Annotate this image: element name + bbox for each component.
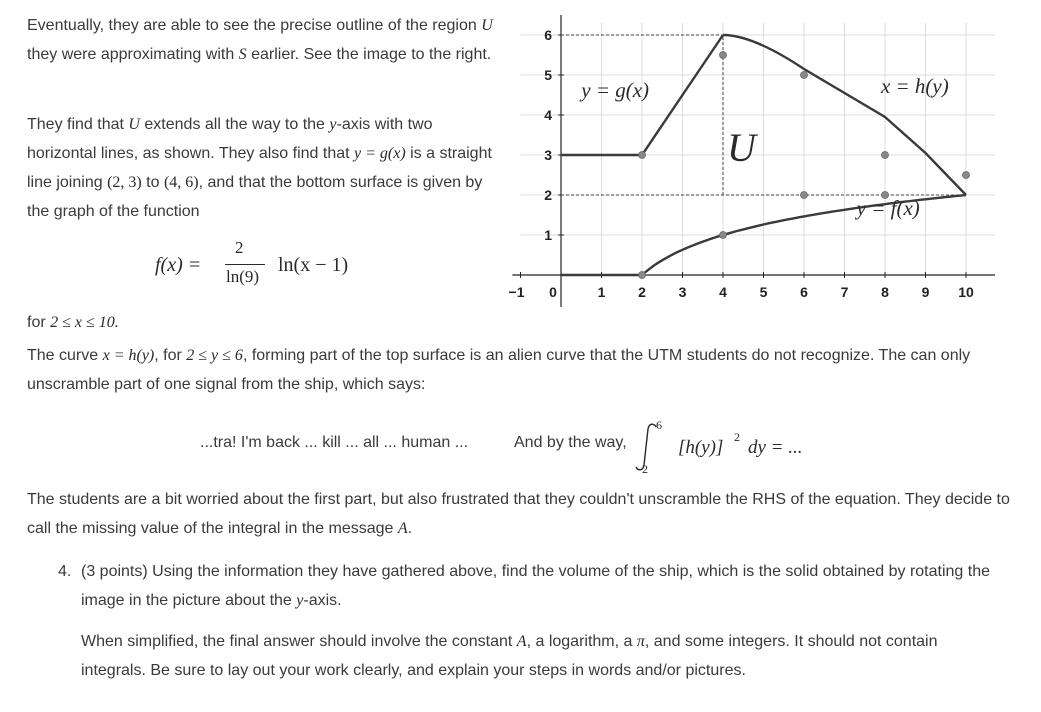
fraction-bar	[225, 264, 265, 265]
region-figure	[505, 12, 995, 307]
x-tick-label: 6	[800, 284, 808, 300]
answer-text-3: , and some integers. It should not contain integrals. Be sure to lay out your work clearly, and explain your steps in words and/or pictures.	[81, 633, 938, 679]
domain-statement	[27, 308, 119, 337]
marked-point	[882, 152, 889, 159]
label-h: x = h(y)	[880, 74, 949, 98]
intro-paragraph	[27, 11, 497, 69]
problem-body	[81, 557, 1001, 615]
problem-number: 4.	[58, 563, 72, 580]
label-f: y = f(x)	[856, 196, 920, 220]
eq-y-g: y = g(x)	[354, 145, 406, 162]
integral-lower-limit: 2	[642, 462, 648, 476]
x-tick-label: 7	[840, 284, 849, 300]
integrand: [h(y)]	[678, 437, 724, 458]
intro-text-3: earlier. See the image to the right.	[246, 46, 492, 63]
alien-message	[200, 415, 900, 479]
intro-text-2: they were approximating with	[27, 46, 239, 63]
f-equation-rhs: ln(x − 1)	[278, 254, 349, 276]
students-text-2: .	[407, 520, 413, 537]
curve-text-3: , forming part of the top surface is an alien curve that the UTM students do not recognize. The can only unscramble part of one signal from the ship, which says:	[27, 347, 971, 393]
y-tick-label: 3	[544, 147, 552, 163]
intro-text-1: Eventually, they are able to see the precise outline of the region	[27, 17, 482, 34]
curve-text-1: The curve	[27, 347, 103, 364]
var-pi: π	[636, 633, 645, 650]
marked-point	[639, 152, 646, 159]
answer-text-2: , a logarithm, a	[526, 633, 637, 650]
x-tick-label: 5	[759, 284, 768, 300]
label-U: U	[727, 125, 756, 170]
integrand-exponent: 2	[734, 430, 740, 444]
integral-tail: dy = ...	[748, 437, 803, 458]
x-tick-label: 4	[719, 284, 727, 300]
f-equation-denominator: ln(9)	[226, 267, 260, 286]
x-tick-label: 2	[638, 284, 646, 300]
x-tick-label: 10	[958, 284, 974, 300]
marked-point	[801, 192, 808, 199]
x-tick-label: 0	[549, 284, 557, 300]
var-y: y	[296, 592, 304, 609]
marked-point	[963, 172, 970, 179]
y-tick-label: 5	[544, 67, 552, 83]
var-A: A	[397, 520, 408, 537]
curve-description	[27, 341, 1017, 399]
y-tick-label: 4	[544, 107, 552, 123]
y-range: 2 ≤ y ≤ 6	[186, 347, 243, 364]
f-equation	[150, 240, 390, 292]
var-U: U	[128, 116, 140, 133]
problem-text-2: -axis.	[303, 592, 342, 609]
extends-text-6: , and that the bottom surface is given by the graph of the function	[27, 174, 483, 220]
curve-text-2: , for	[154, 347, 187, 364]
marked-point	[720, 52, 727, 59]
answer-note	[81, 627, 1001, 685]
var-S: S	[238, 46, 247, 63]
extends-text-5: to	[141, 174, 164, 191]
domain-prefix: for	[27, 314, 51, 331]
marked-point	[801, 72, 808, 79]
point-2-3: (2, 3)	[107, 174, 142, 191]
f-equation-numerator: 2	[235, 238, 244, 257]
integral-upper-limit: 6	[656, 418, 662, 432]
x-tick-label: −1	[508, 284, 525, 300]
y-tick-label: 6	[544, 27, 552, 43]
extends-text-1: They find that	[27, 116, 129, 133]
marked-point	[720, 232, 727, 239]
extends-text-4: is a straight line joining	[27, 145, 492, 191]
domain-range: 2 ≤ x ≤ 10.	[50, 314, 119, 331]
problem-text-1: (3 points) Using the information they have gathered above, find the volume of the ship, which is the solid obtained by rotating the image in the picture about the	[81, 563, 990, 609]
message-text: ...tra! I'm back ... kill ... all ... human ...	[200, 434, 469, 451]
marked-point	[639, 272, 646, 279]
extends-text-3: -axis with two horizontal lines, as shown. They also find that	[27, 116, 433, 162]
var-y: y	[329, 116, 337, 133]
x-tick-label: 3	[678, 284, 687, 300]
x-tick-label: 8	[881, 284, 889, 300]
y-tick-label: 2	[544, 187, 552, 203]
answer-text-1: When simplified, the final answer should involve the constant	[81, 633, 517, 650]
message-intro: And by the way,	[514, 434, 627, 451]
eq-x-h: x = h(y)	[102, 347, 155, 364]
integral-expression	[634, 415, 894, 479]
students-paragraph	[27, 485, 1017, 543]
var-A: A	[516, 633, 527, 650]
students-text-1: The students are a bit worried about the first part, but also frustrated that they couldn't unscramble the RHS of the equation. They decide to call the missing value of the integral in the message	[27, 491, 1010, 537]
extends-paragraph	[27, 110, 497, 226]
label-g: y = g(x)	[581, 78, 650, 102]
x-tick-label: 1	[597, 284, 606, 300]
var-U: U	[481, 17, 493, 34]
y-tick-label: 1	[544, 227, 552, 243]
extends-text-2: extends all the way to the	[139, 116, 330, 133]
f-equation-lhs: f(x) =	[155, 254, 202, 276]
point-4-6: (4, 6)	[163, 174, 199, 191]
x-tick-label: 9	[921, 284, 930, 300]
